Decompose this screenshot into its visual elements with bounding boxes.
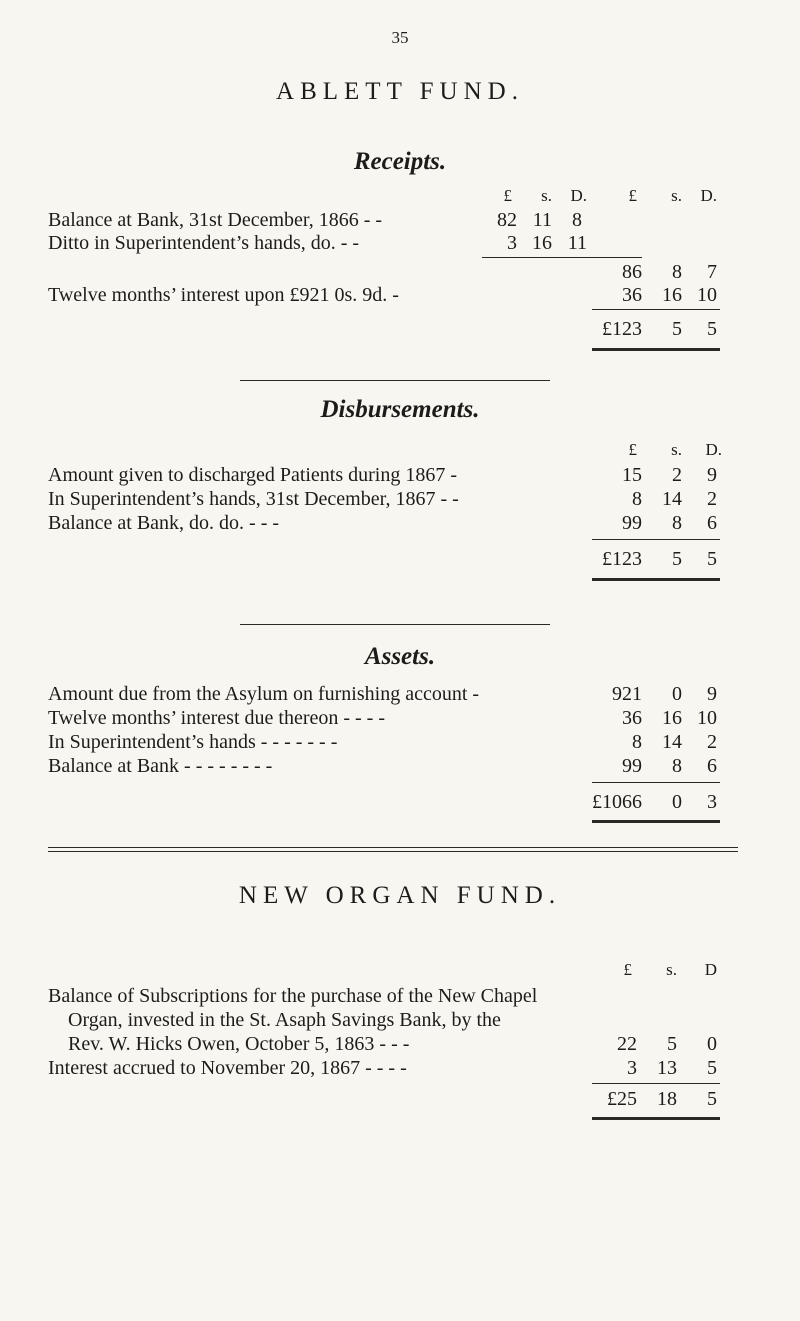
assets-row-shillings: 0	[672, 683, 682, 705]
receipts-row-pence: 8	[572, 209, 582, 231]
disbursements-row-label: In Superintendent’s hands, 31st December, 1867 - -	[48, 488, 459, 510]
organ-interest-pence: 5	[707, 1057, 717, 1079]
receipts-subtotal-pence: 7	[707, 261, 717, 283]
assets-total-pence: 3	[707, 791, 717, 813]
disbursements-total-rule	[592, 539, 720, 540]
ablett-fund-title: ABLETT FUND.	[276, 78, 524, 105]
organ-row-pounds: 22	[617, 1033, 637, 1055]
assets-heading: Assets.	[364, 643, 436, 670]
disbursements-row-pence: 6	[707, 512, 717, 534]
disbursements-row-shillings: 2	[672, 464, 682, 486]
assets-row-shillings: 14	[662, 731, 682, 753]
assets-row-label: Amount due from the Asylum on furnishing account -	[48, 683, 480, 705]
receipts-interest-shillings: 16	[662, 284, 682, 306]
organ-row-pence: 0	[707, 1033, 717, 1055]
organ-header-pence: D	[704, 960, 717, 979]
assets-total-rule	[592, 782, 720, 783]
disbursements-row-label: Amount given to discharged Patients during 1867 -	[48, 464, 458, 486]
assets-row-shillings: 8	[672, 755, 682, 777]
organ-total-pounds: £25	[607, 1088, 637, 1110]
assets-row-label: In Superintendent’s hands - - - - - - -	[48, 731, 338, 753]
receipts-total-shillings: 5	[672, 318, 682, 340]
organ-text-line: Balance of Subscriptions for the purchase of the New Chapel	[48, 985, 538, 1007]
receipts-row-label: Ditto in Superintendent’s hands, do. - -	[48, 232, 360, 254]
fund-separator-top	[48, 847, 738, 848]
receipts-header-pounds-1: £	[503, 186, 512, 205]
section-divider	[240, 624, 550, 625]
receipts-total-pounds: £123	[602, 318, 642, 340]
receipts-subtotal-shillings: 8	[672, 261, 682, 283]
receipts-header-pounds-2: £	[628, 186, 637, 205]
organ-interest-shillings: 13	[657, 1057, 677, 1079]
assets-row-pounds: 921	[612, 683, 642, 705]
receipts-subtotal-pounds: 86	[622, 261, 642, 283]
disbursements-row-label: Balance at Bank, do. do. - - -	[48, 512, 280, 534]
assets-row-pence: 9	[707, 683, 717, 705]
receipts-header-shillings-2: s.	[671, 186, 682, 205]
fund-separator-bottom	[48, 851, 738, 852]
disbursements-header-pounds: £	[628, 440, 637, 459]
receipts-row-pounds: 3	[507, 232, 517, 254]
assets-total-shillings: 0	[672, 791, 682, 813]
disbursements-heading: Disbursements.	[320, 396, 480, 423]
organ-row-shillings: 5	[667, 1033, 677, 1055]
disbursements-header-pence: D.	[705, 440, 722, 459]
disbursements-double-rule	[592, 578, 720, 581]
receipts-row-shillings: 16	[532, 232, 552, 254]
organ-header-pounds: £	[623, 960, 632, 979]
receipts-double-rule	[592, 348, 720, 351]
organ-header-shillings: s.	[666, 960, 677, 979]
disbursements-row-pounds: 8	[632, 488, 642, 510]
disbursements-row-pence: 2	[707, 488, 717, 510]
assets-row-label: Balance at Bank - - - - - - - -	[48, 755, 273, 777]
page-number: 35	[391, 28, 409, 47]
assets-double-rule	[592, 820, 720, 823]
receipts-heading: Receipts.	[353, 148, 447, 175]
receipts-total-pence: 5	[707, 318, 717, 340]
receipts-header-shillings-1: s.	[541, 186, 552, 205]
assets-row-pence: 6	[707, 755, 717, 777]
organ-fund-title: NEW ORGAN FUND.	[238, 882, 562, 909]
disbursements-header-shillings: s.	[671, 440, 682, 459]
assets-row-pence: 2	[707, 731, 717, 753]
organ-interest-pounds: 3	[627, 1057, 637, 1079]
receipts-row-shillings: 11	[532, 209, 552, 231]
receipts-subtotal-rule	[482, 257, 642, 258]
receipts-row-pounds: 82	[497, 209, 517, 231]
organ-interest-label: Interest accrued to November 20, 1867 - - - -	[48, 1057, 407, 1079]
disbursements-row-shillings: 8	[672, 512, 682, 534]
receipts-row-pence: 11	[567, 232, 587, 254]
disbursements-row-pounds: 15	[622, 464, 642, 486]
receipts-interest-pounds: 36	[622, 284, 642, 306]
receipts-header-pence-2: D.	[700, 186, 717, 205]
assets-row-shillings: 16	[662, 707, 682, 729]
organ-total-shillings: 18	[657, 1088, 677, 1110]
disbursements-row-pence: 9	[707, 464, 717, 486]
disbursements-row-shillings: 14	[662, 488, 682, 510]
organ-double-rule	[592, 1117, 720, 1120]
assets-row-pounds: 36	[622, 707, 642, 729]
receipts-interest-pence: 10	[697, 284, 717, 306]
disbursements-total-shillings: 5	[672, 548, 682, 570]
receipts-total-rule	[592, 309, 720, 310]
organ-total-pence: 5	[707, 1088, 717, 1110]
assets-row-pounds: 99	[622, 755, 642, 777]
assets-total-pounds: £1066	[592, 791, 642, 813]
disbursements-total-pence: 5	[707, 548, 717, 570]
assets-row-pence: 10	[697, 707, 717, 729]
disbursements-row-pounds: 99	[622, 512, 642, 534]
assets-row-pounds: 8	[632, 731, 642, 753]
section-divider	[240, 380, 550, 381]
receipts-interest-label: Twelve months’ interest upon £921 0s. 9d. -	[48, 284, 399, 306]
receipts-header-pence-1: D.	[570, 186, 587, 205]
assets-row-label: Twelve months’ interest due thereon - - - -	[48, 707, 386, 729]
organ-text-line: Rev. W. Hicks Owen, October 5, 1863 - - -	[68, 1033, 410, 1055]
organ-text-line: Organ, invested in the St. Asaph Savings Bank, by the	[68, 1009, 501, 1031]
disbursements-total-pounds: £123	[602, 548, 642, 570]
receipts-row-label: Balance at Bank, 31st December, 1866 - -	[48, 209, 383, 231]
organ-total-rule	[592, 1083, 720, 1084]
